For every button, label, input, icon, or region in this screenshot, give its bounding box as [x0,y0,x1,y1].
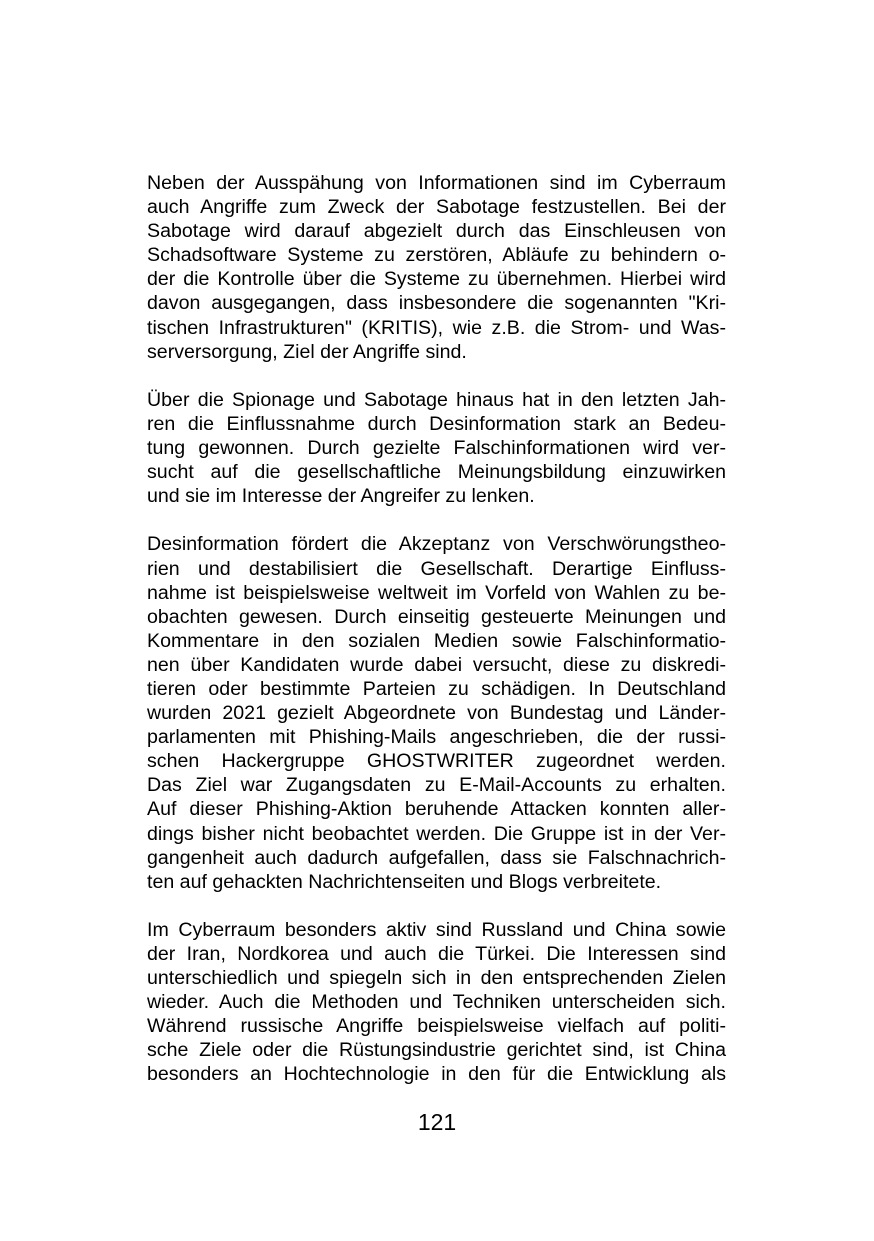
text-line: nahme ist beispielsweise weltweit im Vorfeld von Wahlen zu be- [147,581,726,604]
text-line: Das Ziel war Zugangsdaten zu E-Mail-Accounts zu erhalten. [147,774,726,797]
text-line: der Iran, Nordkorea und auch die Türkei. Die Interessen sind [147,943,726,965]
text-line: Während russische Angriffe beispielsweise vielfach auf politi- [147,1015,726,1038]
text-line: Neben der Ausspähung von Informationen sind im Cyberraum [147,172,726,194]
text-line: auch Angriffe zum Zweck der Sabotage festzustellen. Bei der [147,196,726,219]
text-line: unterschiedlich und spiegeln sich in den entsprechenden Zielen [147,967,726,990]
text-line: der die Kontrolle über die Systeme zu übernehmen. Hierbei wird [147,268,726,291]
text-line: tieren oder bestimmte Parteien zu schädigen. In Deutschland [147,677,726,700]
paragraph-sabotage [147,171,726,364]
text-line: obachten gewesen. Durch einseitig gesteuerte Meinungen und [147,605,726,628]
page-body-text [147,171,726,1111]
text-line: Desinformation fördert die Akzeptanz von Verschwörungstheo- [147,533,726,556]
text-line: sucht auf die gesellschaftliche Meinungsbildung einzuwirken [147,461,726,484]
text-line: rien und destabilisiert die Gesellschaft. Derartige Einfluss- [147,557,726,580]
text-line: Auf dieser Phishing-Aktion beruhende Attacken konnten aller- [147,798,726,821]
text-line: davon ausgegangen, dass insbesondere die sogenannten "Kri- [147,292,726,315]
text-line: gangenheit auch dadurch aufgefallen, dass sie Falschnachrich- [147,846,726,869]
text-line: ten auf gehackten Nachrichtenseiten und Blogs verbreitete. [147,870,662,893]
paragraph-disinformation-influence [147,388,726,508]
text-line: tung gewonnen. Durch gezielte Falschinformationen wird ver- [147,437,726,460]
text-line: Im Cyberraum besonders aktiv sind Russland und China sowie [147,918,726,941]
text-line: Über die Spionage und Sabotage hinaus hat in den letzten Jah- [147,388,726,411]
text-line: Sabotage wird darauf abgezielt durch das Einschleusen von [147,220,726,243]
text-line: dings bisher nicht beobachtet werden. Die Gruppe ist in der Ver- [147,822,726,845]
text-line: sche Ziele oder die Rüstungsindustrie gerichtet sind, ist China [147,1039,726,1062]
text-line: wurden 2021 gezielt Abgeordnete von Bundestag und Länder- [147,702,726,725]
text-line: und sie im Interesse der Angreifer zu lenken. [147,485,535,508]
text-line: besonders an Hochtechnologie in den für die Entwicklung als [147,1063,726,1086]
paragraph-state-actors [147,918,726,1087]
text-line: tischen Infrastrukturen" (KRITIS), wie z.B. die Strom- und Was- [147,316,726,339]
text-line: Kommentare in den sozialen Medien sowie Falschinformatio- [147,629,726,652]
text-line: Schadsoftware Systeme zu zerstören, Abläufe zu behindern o- [147,244,726,267]
text-line: parlamenten mit Phishing-Mails angeschrieben, die der russi- [147,726,726,749]
paragraph-ghostwriter [147,532,726,893]
page-number: 121 [417,1109,457,1135]
text-line: nen über Kandidaten wurde dabei versucht, diese zu diskredi- [147,653,726,676]
text-line: ren die Einflussnahme durch Desinformation stark an Bedeu- [147,412,726,435]
text-line: wieder. Auch die Methoden und Techniken unterscheiden sich. [147,991,726,1014]
text-line: schen Hackergruppe GHOSTWRITER zugeordnet werden. [147,750,726,773]
text-line: serversorgung, Ziel der Angriffe sind. [147,340,467,363]
